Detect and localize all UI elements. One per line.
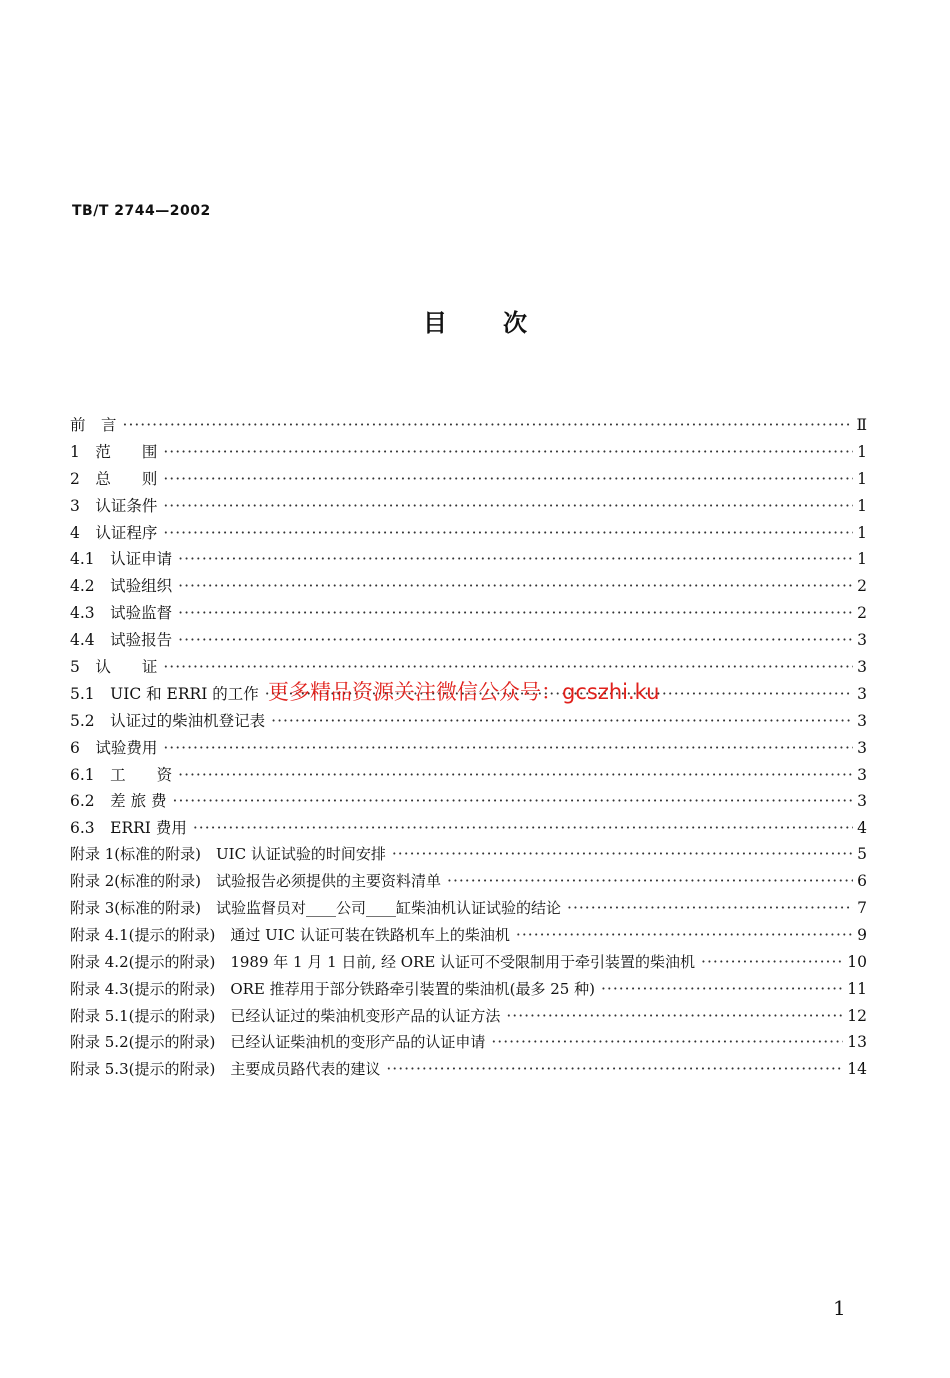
toc-entry[interactable] (70, 521, 867, 548)
toc-entry-page: 1 (857, 469, 867, 488)
toc-dot-leader (271, 712, 853, 730)
toc-entry[interactable] (70, 816, 867, 843)
toc-entry-label: 1 范 围 (70, 442, 158, 461)
toc-entry-page: Ⅱ (856, 416, 867, 434)
page-number: 1 (833, 1296, 846, 1320)
toc-entry-page: 1 (857, 496, 867, 515)
toc-entry-label: 附录 1(标准的附录) UIC 认证试验的时间安排 (70, 845, 386, 864)
toc-entry-page: 11 (847, 979, 867, 998)
toc-entry-label: 4.2 试验组织 (70, 577, 173, 596)
toc-dot-leader (123, 416, 853, 434)
toc-entry[interactable] (70, 924, 867, 951)
toc-dot-leader (163, 524, 853, 542)
toc-entry-page: 1 (857, 550, 867, 569)
watermark-text: 更多精品资源关注微信公众号：gcszhi.ku (268, 680, 660, 704)
toc-entry[interactable] (70, 897, 867, 924)
toc-entry-label: 6.1 工 资 (70, 765, 173, 784)
toc-entry[interactable] (70, 601, 867, 628)
toc-entry[interactable] (70, 494, 867, 521)
toc-entry-page: 3 (857, 631, 867, 650)
toc-entry-page: 3 (857, 658, 867, 677)
toc-entry-label: 6.2 差 旅 费 (70, 792, 167, 811)
toc-entry-page: 12 (847, 1006, 867, 1025)
toc-dot-leader (178, 604, 853, 622)
toc-entry[interactable] (70, 413, 867, 440)
toc-dot-leader (178, 766, 853, 784)
toc-entry[interactable] (70, 1031, 867, 1058)
toc-entry-label: 3 认证条件 (70, 496, 158, 515)
toc-dot-leader (163, 443, 853, 461)
toc-entry[interactable] (70, 763, 867, 790)
toc-entry-label: 4.3 试验监督 (70, 604, 173, 623)
toc-entry-page: 10 (847, 952, 867, 971)
toc-dot-leader (516, 926, 853, 944)
toc-entry-page: 4 (857, 819, 867, 838)
toc-entry-label: 4.4 试验报告 (70, 631, 173, 650)
toc-entry-page: 3 (857, 711, 867, 730)
toc-entry[interactable] (70, 789, 867, 816)
toc-entry-label: 附录 4.1(提示的附录) 通过 UIC 认证可装在铁路机车上的柴油机 (70, 925, 510, 944)
page-title: 目次 (423, 309, 583, 337)
toc-entry-page: 2 (857, 577, 867, 596)
toc-entry-label: 6 试验费用 (70, 738, 158, 757)
toc-entry-page: 13 (847, 1033, 867, 1052)
toc-entry-label: 前 言 (70, 416, 117, 434)
toc-entry[interactable] (70, 467, 867, 494)
toc-entry-label: 附录 5.1(提示的附录) 已经认证过的柴油机变形产品的认证方法 (70, 1006, 501, 1025)
toc-dot-leader (567, 899, 853, 917)
toc-entry-label: 附录 5.3(提示的附录) 主要成员路代表的建议 (70, 1060, 381, 1079)
toc-entry[interactable] (70, 440, 867, 467)
toc-entry[interactable] (70, 870, 867, 897)
toc-dot-leader (163, 497, 853, 515)
toc-entry-page: 1 (857, 523, 867, 542)
toc-entry-page: 3 (857, 738, 867, 757)
toc-entry-page: 3 (857, 792, 867, 811)
toc-entry[interactable] (70, 736, 867, 763)
toc-entry-label: 附录 3(标准的附录) 试验监督员对____公司____缸柴油机认证试验的结论 (70, 899, 562, 918)
toc-entry-label: 6.3 ERRI 费用 (70, 819, 187, 838)
toc-entry-label: 2 总 则 (70, 469, 158, 488)
table-of-contents (70, 413, 867, 1085)
toc-entry[interactable] (70, 709, 867, 736)
toc-dot-leader (173, 792, 854, 810)
toc-entry-page: 9 (857, 925, 867, 944)
toc-entry-label: 附录 2(标准的附录) 试验报告必须提供的主要资料清单 (70, 872, 442, 891)
toc-entry[interactable] (70, 628, 867, 655)
toc-dot-leader (491, 1033, 843, 1051)
toc-entry-page: 14 (847, 1060, 867, 1079)
toc-entry-page: 1 (857, 442, 867, 461)
toc-entry-label: 5 认 证 (70, 658, 158, 677)
toc-dot-leader (447, 872, 853, 890)
toc-dot-leader (601, 980, 843, 998)
toc-entry-label: 4 认证程序 (70, 523, 158, 542)
toc-entry-page: 5 (857, 845, 867, 864)
toc-entry[interactable] (70, 843, 867, 870)
toc-entry[interactable] (70, 978, 867, 1005)
toc-dot-leader (163, 470, 853, 488)
toc-dot-leader (386, 1060, 843, 1078)
toc-entry-page: 3 (857, 684, 867, 703)
toc-entry-label: 5.1 UIC 和 ERRI 的工作 (70, 684, 259, 703)
toc-entry-label: 5.2 认证过的柴油机登记表 (70, 711, 266, 730)
toc-entry-label: 附录 4.3(提示的附录) ORE 推荐用于部分铁路牵引装置的柴油机(最多 25 种) (70, 979, 595, 998)
toc-entry[interactable] (70, 574, 867, 601)
toc-entry-page: 3 (857, 765, 867, 784)
toc-dot-leader (163, 658, 853, 676)
toc-dot-leader (506, 1007, 843, 1025)
toc-entry-page: 2 (857, 604, 867, 623)
toc-dot-leader (178, 631, 853, 649)
toc-entry-page: 6 (857, 872, 867, 891)
standard-code: TB/T 2744—2002 (72, 203, 211, 219)
toc-entry[interactable] (70, 1005, 867, 1032)
toc-dot-leader (163, 739, 853, 757)
toc-dot-leader (193, 819, 853, 837)
toc-entry-label: 附录 4.2(提示的附录) 1989 年 1 月 1 日前, 经 ORE 认证可不受限制用于牵引装置的柴油机 (70, 952, 696, 971)
toc-entry-label: 附录 5.2(提示的附录) 已经认证柴油机的变形产品的认证申请 (70, 1033, 486, 1052)
toc-entry-label: 4.1 认证申请 (70, 550, 173, 569)
toc-entry[interactable] (70, 547, 867, 574)
toc-entry[interactable] (70, 951, 867, 978)
toc-entry-page: 7 (857, 899, 867, 918)
toc-dot-leader (701, 953, 843, 971)
toc-dot-leader (178, 577, 853, 595)
toc-dot-leader (178, 550, 853, 568)
toc-entry[interactable] (70, 1058, 867, 1085)
toc-dot-leader (392, 845, 853, 863)
